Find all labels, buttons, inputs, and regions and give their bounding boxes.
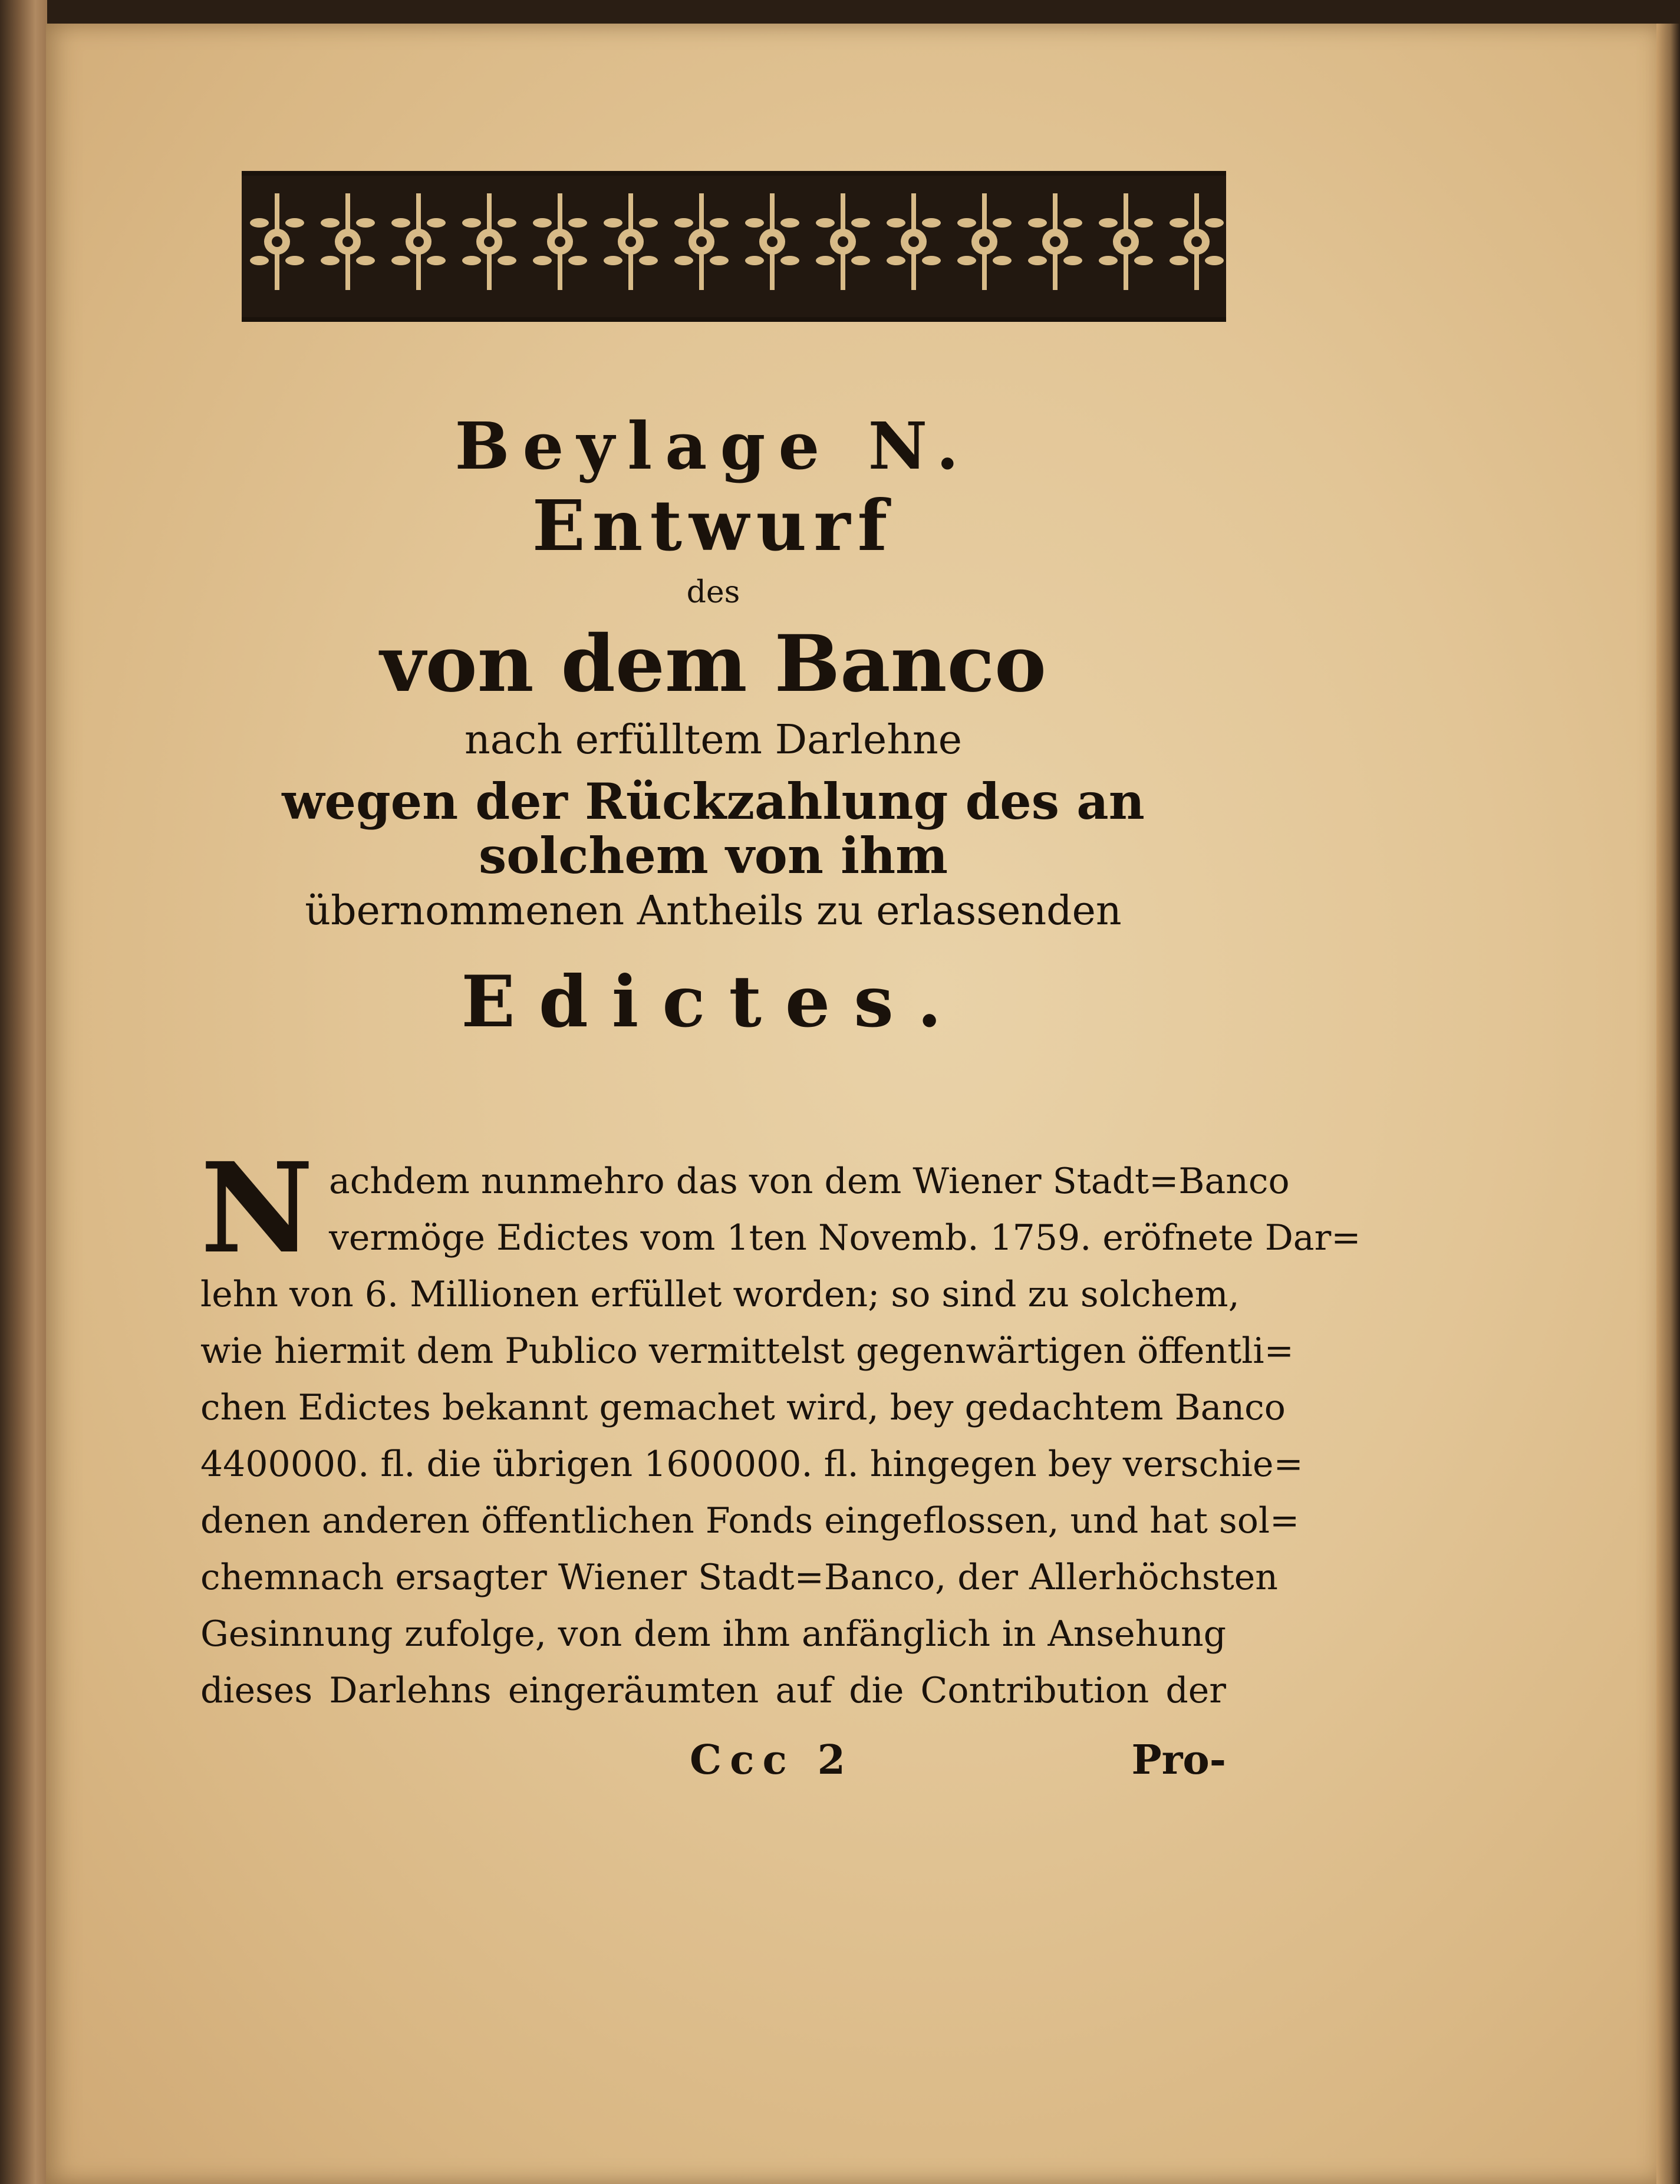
body-paragraph <box>200 1135 1361 1719</box>
page-edge <box>1656 24 1680 2184</box>
heading-entwurf: Entwurf <box>532 485 895 566</box>
heading-nach: nach erfülltem Darlehne <box>464 717 963 764</box>
floral-band-icon <box>242 171 1226 322</box>
text-line: wie hiermit dem Publico vermittelst gegenwärtigen öffentli= <box>200 1330 1294 1372</box>
drop-capital: N <box>200 1135 314 1281</box>
heading-wegen: wegen der Rückzahlung des an solchem von ihm <box>282 772 1145 885</box>
text-line: lehn von 6. Millionen erfüllet worden; so sind zu solchem, <box>200 1273 1240 1315</box>
text-line: denen anderen öffentlichen Fonds eingeflossen, und hat sol= <box>200 1500 1300 1541</box>
heading-des: des <box>686 574 740 610</box>
text-line: chemnach ersagter Wiener Stadt=Banco, der Allerhöchsten <box>200 1556 1278 1598</box>
heading-edictes: Edictes. <box>461 960 966 1043</box>
catchword: Pro- <box>1131 1736 1226 1784</box>
text-line: vermöge Edictes vom 1ten Novemb. 1759. eröfnete Dar= <box>328 1217 1361 1259</box>
page-footer <box>200 1737 1226 1796</box>
heading-beylage: Beylage N. <box>454 408 972 484</box>
heading-banco: von dem Banco <box>380 618 1047 710</box>
signature-mark: Ccc 2 <box>690 1736 854 1784</box>
text-line: chen Edictes bekannt gemachet wird, bey gedachtem Banco <box>200 1386 1286 1428</box>
text-line: 4400000. fl. die übrigen 1600000. fl. hingegen bey verschie= <box>200 1443 1303 1485</box>
book-binding-edge <box>0 0 47 2184</box>
page-content <box>200 171 1361 1796</box>
heading-uebernommen: übernommenen Antheils zu erlassenden <box>305 887 1122 934</box>
text-line: achdem nunmehro das von dem Wiener Stadt=Banco <box>328 1160 1290 1202</box>
text-line: Gesinnung zufolge, von dem ihm anfänglich in Ansehung <box>200 1613 1226 1655</box>
text-line: dieses Darlehns eingeräumten auf die Contribution der <box>200 1669 1226 1711</box>
